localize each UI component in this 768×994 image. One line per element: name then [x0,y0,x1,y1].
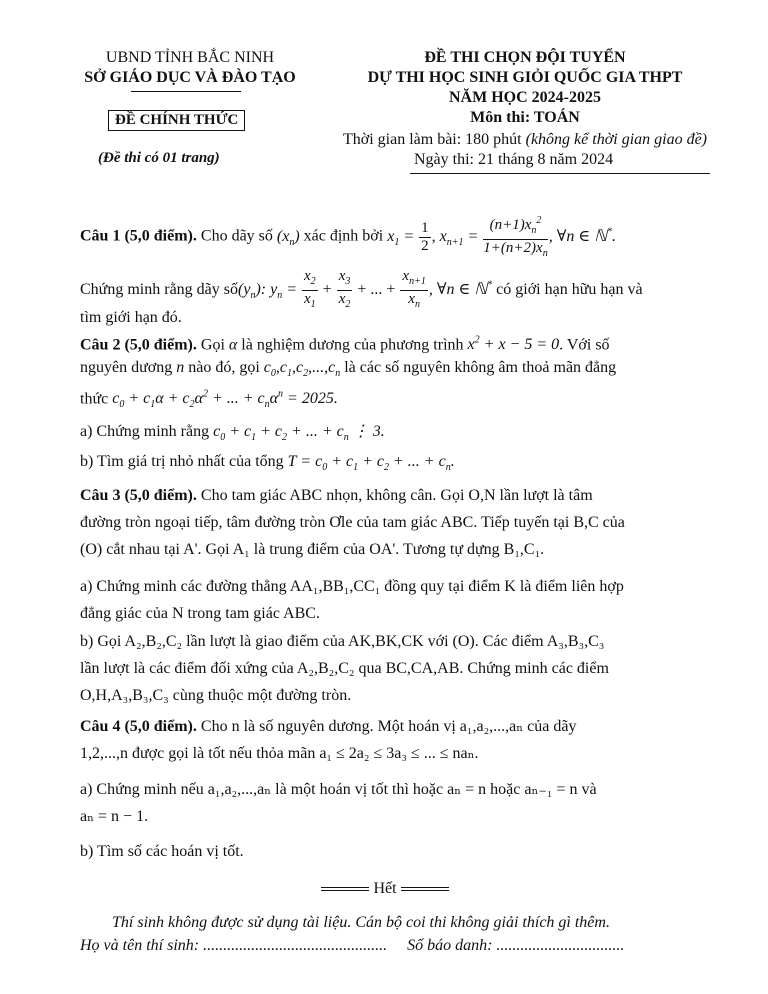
header-left-rule [131,91,241,92]
official-badge: ĐỀ CHÍNH THỨC [108,110,245,131]
q2-part-a: a) Chứng minh rằng $c_0 + c_1 + c_2$ + ... + $c_n$ ⋮ 3. [80,423,385,444]
q1-line2: Chứng minh rằng dãy $số(y_n)$: $y_n$ = $\frac{x_2}{x_1}$ + $\frac{x_3}{x_2}$ + ... + $\frac{x_{n+1}}{x_n}$ , ∀n ∈ ℕ* có giới hạn hữu hạn và [80,268,643,310]
q2-title: Câu 2 (5,0 điểm). [80,336,197,354]
q1-text2: xác định bởi [299,227,388,245]
frac-recurrence: $\frac{(n+1)x_n^2}{1+(n+2)x_n}$ [483,212,547,262]
q2-line3: thức $c_0 + c_1\alpha + c_2\alpha^2$ + ... + $c_n\alpha^n = 2025$. [80,389,338,411]
q2-line1: Câu 2 (5,0 điểm). Gọi α là nghiệm dương của phương trình $x^2 + x - 5 = 0$. Với số [80,335,610,354]
q1-text1: Cho dãy số [196,227,277,245]
department-label: SỞ GIÁO DỤC VÀ ĐÀO TẠO [84,69,296,86]
q2-a-text: a) Chứng minh rằng [80,423,214,440]
candidate-id-field: ................................ [496,937,625,954]
q1-line3: tìm giới hạn đó. [80,309,182,326]
end-rule-right [401,887,449,891]
province-label: UBND TỈNH BẮC NINH [105,49,275,66]
q3-line3: (O) cắt nhau tại A'. Gọi A₁ là trung điểm của OA'. Tương tự dựng B₁,C₁. [80,541,545,558]
candidate-name-field: .............................................. [203,937,388,954]
candidate-id-label: Số báo danh: [407,937,497,954]
end-rule-left [321,887,369,891]
q2-text4: nguyên dương [80,359,177,376]
q2-b-text: b) Tìm giá trị nhỏ nhất của tổng [80,453,288,470]
candidate-name-label: Họ và tên thí sinh: [80,937,204,954]
q1-text3: Chứng minh rằng dãy số [80,281,238,299]
q3-a-line2: đẳng giác của N trong tam giác ABC. [80,605,320,622]
time-line [320,130,730,150]
q2-text1: Gọi [196,336,229,354]
q2-text3: . Với số [559,336,610,354]
pages-note: (Đề thi có 01 trang) [98,150,220,166]
q3-b-line2: lần lượt là các điểm đối xứng của A₂,B₂,C₂ qua BC,CA,AB. Chứng minh các điểm [80,660,609,677]
exam-title-line2: DỰ THI HỌC SINH GIỎI QUỐC GIA THPT [367,69,683,86]
q4-line2: 1,2,...,n được gọi là tốt nếu thỏa mãn a₁ ≤ 2a₂ ≤ 3a₃ ≤ ... ≤ naₙ. [80,745,479,762]
q2-text7: thức [80,390,113,408]
q2-line2: nguyên dương n nào đó, gọi $c_0,c_1,c_2,...,c_n$ là các số nguyên không âm thoả mãn đẳng [80,359,617,380]
end-marker [300,880,470,898]
q4-part-b: b) Tìm số các hoán vị tốt. [80,843,244,860]
q4-a-line1: a) Chứng minh nếu a₁,a₂,...,aₙ là một hoán vị tốt thì hoặc aₙ = n hoặc aₙ₋₁ = n và [80,781,597,798]
q4-title: Câu 4 (5,0 điểm). [80,718,197,735]
end-text: Hết [373,880,397,897]
time-note: (không kể thời gian giao đề) [525,131,708,148]
candidate-line [80,937,624,955]
exam-year: NĂM HỌC 2024-2025 [449,89,601,106]
q3-line2: đường tròn ngoại tiếp, tâm đường tròn Ơle của tam giác ABC. Tiếp tuyến tại B,C của [80,514,625,531]
q1-title: Câu 1 (5,0 điểm). [80,227,197,245]
q3-intro1: Cho tam giác ABC nhọn, không cân. Gọi O,N lần lượt là tâm [196,487,593,504]
header-right [320,48,730,128]
q3-b-line1: b) Gọi A₂,B₂,C₂ lần lượt là giao điểm của AK,BK,CK với (O). Các điểm A₃,B₃,C₃ [80,633,605,650]
q2-text6: là các số nguyên không âm thoả mãn đẳng [340,359,617,376]
frac-half: $\frac{1}{2}$ [421,219,429,254]
q4-intro1: Cho n là số nguyên dương. Một hoán vị a₁,a₂,...,aₙ của dãy [196,718,577,735]
subject: Môn thi: TOÁN [470,109,580,126]
q2-text2: là nghiệm dương của phương trình [237,336,468,354]
exam-title-line1: ĐỀ THI CHỌN ĐỘI TUYỂN [424,49,626,66]
q1-line1: Câu 1 (5,0 điểm). Cho dãy số $(x_n)$ xác định bởi $x_1$ = $\frac{1}{2}$ , $x_{n+1}$ = $\frac{(n+1)x_n^2}{1+(n+2)x_n}$ , ∀n ∈ ℕ*. [80,212,692,262]
time-prefix: Thời gian làm bài: 180 phút [342,131,526,148]
q3-a-line1: a) Chứng minh các đường thẳng AA₁,BB₁,CC₁ đồng quy tại điểm K là điểm liên hợp [80,578,624,595]
q3-line1 [80,482,692,509]
q4-a-line2: aₙ = n − 1. [80,808,149,825]
header-right-rule [410,173,710,174]
q2-part-b: b) Tìm giá trị nhỏ nhất của tổng $T = c_0 + c_1 + c_2$ + ... + $c_n$. [80,453,455,474]
header-left [70,48,310,88]
exam-date: Ngày thi: 21 tháng 8 năm 2024 [414,151,614,168]
footer-note: Thí sinh không được sử dụng tài liệu. Cán bộ coi thi không giải thích gì thêm. [112,914,610,931]
q2-text5: nào đó, gọi [184,359,264,376]
q3-title: Câu 3 (5,0 điểm). [80,487,197,504]
q1-text4: có giới hạn hữu hạn và [492,281,643,299]
q4-line1 [80,713,692,740]
q3-b-line3: O,H,A₃,B₃,C₃ cùng thuộc một đường tròn. [80,687,352,704]
